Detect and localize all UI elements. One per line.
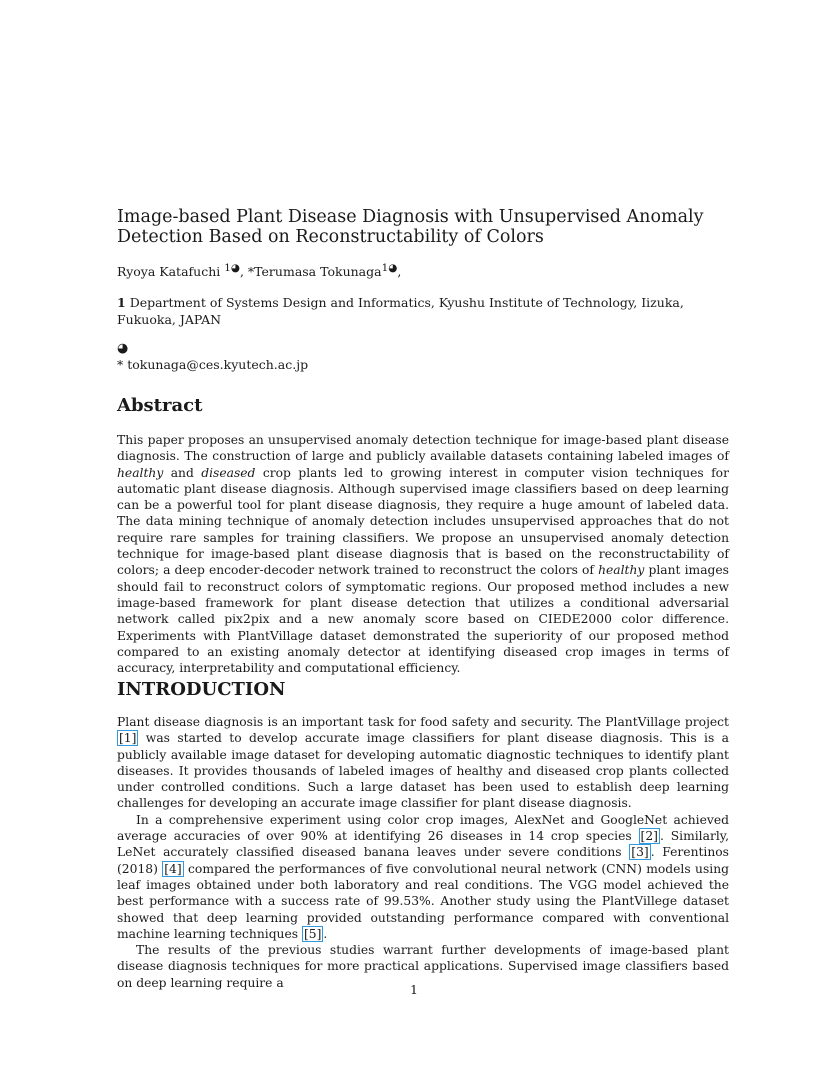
citation-link[interactable]: [2] bbox=[640, 829, 658, 844]
abstract-heading: Abstract bbox=[117, 395, 203, 416]
orcid-icon[interactable]: ◕ bbox=[388, 262, 398, 274]
author-2: *Terumasa Tokunaga bbox=[247, 264, 382, 280]
citation-link[interactable]: [4] bbox=[164, 861, 182, 876]
title-line-1: Image-based Plant Disease Diagnosis with Unsupervised Anomaly bbox=[117, 207, 704, 227]
corresponding-email[interactable]: * tokunaga@ces.kyutech.ac.jp bbox=[117, 357, 309, 372]
orcid-icon[interactable]: ◕ bbox=[230, 262, 240, 274]
author-list: Ryoya Katafuchi $^{1◕}$, *Terumasa Tokunaga$^{1◕}$, bbox=[117, 262, 402, 280]
intro-paragraph-1: Plant disease diagnosis is an important task for food safety and security. The PlantVillage project [1] was started to develop accurate image classifiers for plant disease diagnosis. This is a publicly available image dataset for developing automatic diagnostic techniques to identify plant diseases. It provides thousands of labeled images of healthy and diseased crop plants collected under controlled conditions. Such a large dataset has been used to establish deep learning challenges for developing an accurate image classifier for plant disease diagnosis. bbox=[117, 715, 729, 811]
citation-link[interactable]: [1] bbox=[119, 731, 137, 746]
abstract-body bbox=[117, 432, 729, 676]
author-1-affil-sup: 1◕ bbox=[224, 262, 240, 274]
citation-link[interactable]: [5] bbox=[304, 926, 322, 941]
abstract-paragraph: This paper proposes an unsupervised anomaly detection technique for image-based plant disease diagnosis. The construction of large and publicly available datasets containing labeled images of healthy and diseased crop plants led to growing interest in computer vision techniques for automatic plant disease diagnosis. Although supervised image classifiers based on deep learning can be a powerful tool for plant disease diagnosis, they require a huge amount of labeled data. The data mining technique of anomaly detection includes unsupervised approaches that do not require rare samples for training classifiers. We propose an unsupervised anomaly detection technique for image-based plant disease diagnosis that is based on the reconstructability of colors; a deep encoder-decoder network trained to reconstruct the colors of healthy plant images should fail to reconstruct colors of symptomatic regions. Our proposed method includes a new image-based framework for plant disease detection that utilizes a conditional adversarial network called pix2pix and a new anomaly score based on CIEDE2000 color difference. Experiments with PlantVillage dataset demonstrated the superiority of our proposed method compared to an existing anomaly detector at identifying diseased crop images in terms of accuracy, interpretability and computational efficiency. bbox=[117, 433, 729, 676]
paper-title bbox=[117, 207, 729, 247]
citation-link[interactable]: [3] bbox=[631, 845, 649, 860]
emphasis-diseased: diseased bbox=[201, 465, 256, 480]
title-line-2: Detection Based on Reconstructability of Colors bbox=[117, 227, 544, 247]
intro-paragraph-3: The results of the previous studies warrant further developments of image-based plant disease diagnosis techniques for more practical applications. Supervised image classifiers based on deep learning require a bbox=[117, 943, 729, 990]
emphasis-healthy: healthy bbox=[117, 465, 164, 480]
affiliation bbox=[117, 294, 729, 328]
introduction-body bbox=[117, 714, 729, 991]
intro-paragraph-2: In a comprehensive experiment using color crop images, AlexNet and GoogleNet achieved average accuracies of over 90% at identifying 26 diseases in 14 crop species [2] . Similarly, LeNet accurately classified diseased banana leaves under severe conditions [3] . Ferentinos (2018) [4] compared the performances of five convolutional neural network (CNN) models using leaf images obtained under both laboratory and real conditions. The VGG model achieved the best performance with a success rate of 99.53%. Another study using the PlantVillege dataset showed that deep learning provided outstanding performance compared with conventional machine learning techniques [5] . bbox=[117, 812, 729, 941]
emphasis-healthy: healthy bbox=[598, 563, 645, 578]
orcid-icon[interactable]: ◕ bbox=[117, 341, 129, 356]
author-2-affil-sup: 1◕ bbox=[381, 262, 398, 274]
page-number: 1 bbox=[410, 982, 418, 997]
affiliation-number: 1 bbox=[117, 295, 126, 310]
author-1: Ryoya Katafuchi bbox=[117, 264, 221, 280]
affiliation-text: Department of Systems Design and Informatics, Kyushu Institute of Technology, Iizuka, Fukuoka, JAPAN bbox=[117, 295, 684, 327]
introduction-heading: INTRODUCTION bbox=[117, 679, 286, 700]
